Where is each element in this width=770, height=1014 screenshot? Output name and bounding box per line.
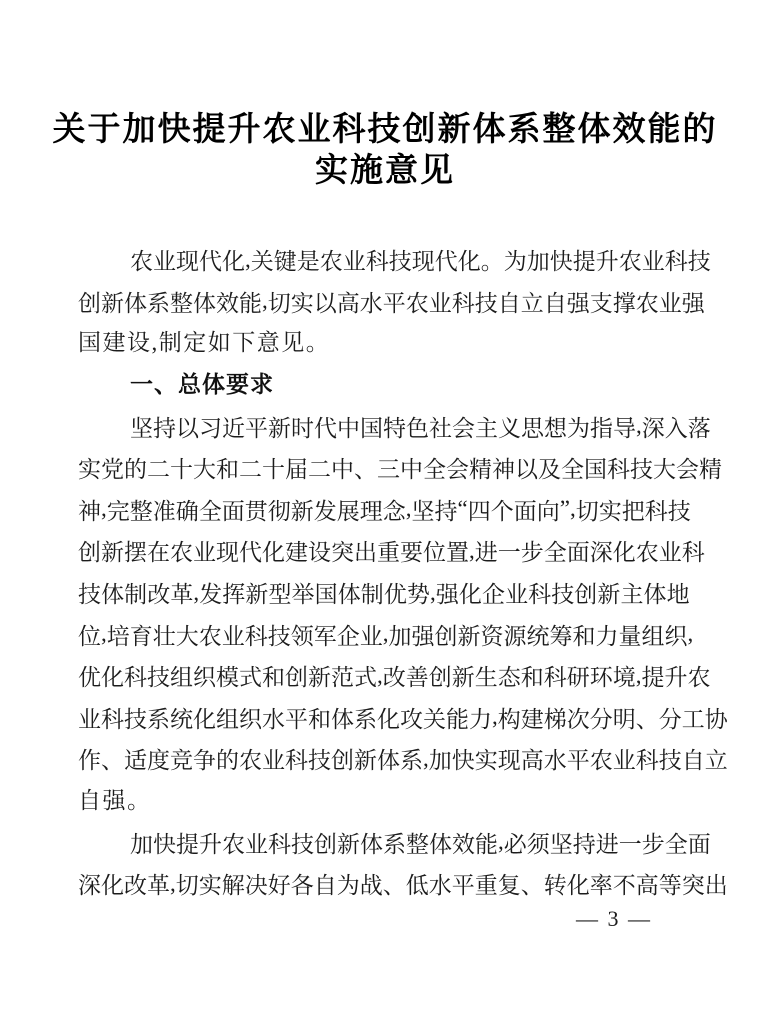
- section-heading-1: 一、总体要求: [130, 370, 274, 397]
- document-title-line-2: 实施意见: [315, 153, 455, 189]
- document-body: [0, 239, 770, 905]
- paragraph-1-line-2: 创 新 体 系 整 体 效 能 , 切 实 以 高 水 平 农 业 科 技 自 立 自 强 支 撑 农 业 强: [78, 288, 705, 316]
- paragraph-3-line-2: 深 化 改 革 , 切 实 解 决 好 各 自 为 战 、 低 水 平 重 复 、 转 化 率 不 高 等 突 出: [78, 870, 728, 899]
- document-title-line-1: 关于加快提升农业科技创新体系整体效能的: [52, 112, 718, 148]
- document-title: [0, 0, 770, 192]
- paragraph-2: [78, 405, 728, 821]
- paragraph-3: [78, 821, 728, 904]
- paragraph-1-line-3: 国建设,制定如下意见。: [78, 330, 331, 356]
- page-number: — 3 —: [576, 906, 652, 931]
- paragraph-2-line-1: 坚 持 以 习 近 平 新 时 代 中 国 特 色 社 会 主 义 思 想 为 指 导 , 深 入 落: [130, 413, 711, 441]
- paragraph-2-line-5: 技 体 制 改 革 , 发 挥 新 型 举 国 体 制 优 势 , 强 化 企 业 科 技 创 新 主 体 地: [78, 579, 690, 608]
- paragraph-1-line-1: 农 业 现 代 化 , 关 键 是 农 业 科 技 现 代 化 。 为 加 快 提 升 农 业 科 技: [130, 246, 711, 275]
- paragraph-3-line-1: 加 快 提 升 农 业 科 技 创 新 体 系 整 体 效 能 , 必 须 坚 持 进 一 步 全 面: [130, 829, 711, 857]
- paragraph-2-line-2: 实 党 的 二 十 大 和 二 十 届 二 中 、 三 中 全 会 精 神 以 及 全 国 科 技 大 会 精: [78, 457, 722, 483]
- paragraph-2-line-9: 作 、 适 度 竞 争 的 农 业 科 技 创 新 体 系 , 加 快 实 现 高 水 平 农 业 科 技 自 立: [78, 745, 728, 774]
- paragraph-2-line-4: 创 新 摆 在 农 业 现 代 化 建 设 突 出 重 要 位 置 , 进 一 步 全 面 深 化 农 业 科: [78, 537, 705, 566]
- paragraph-1: [78, 239, 711, 364]
- paragraph-2-line-10: 自强。: [78, 787, 152, 813]
- paragraph-2-line-6: 位 , 培 育 壮 大 农 业 科 技 领 军 企 业 , 加 强 创 新 资 源 统 筹 和 力 量 组 织 ,: [78, 621, 694, 649]
- paragraph-2-line-8: 业 科 技 系 统 化 组 织 水 平 和 体 系 化 攻 关 能 力 , 构 建 梯 次 分 明 、 分 工 协: [78, 704, 728, 732]
- paragraph-2-line-7: 优 化 科 技 组 织 模 式 和 创 新 范 式 , 改 善 创 新 生 态 和 科 研 环 境 , 提 升 农: [78, 662, 711, 691]
- paragraph-2-line-3: 神 , 完 整 准 确 全 面 贯 彻 新 发 展 理 念 , 坚 持 “ 四 个 面 向 ” , 切 实 把 科 技: [78, 496, 691, 524]
